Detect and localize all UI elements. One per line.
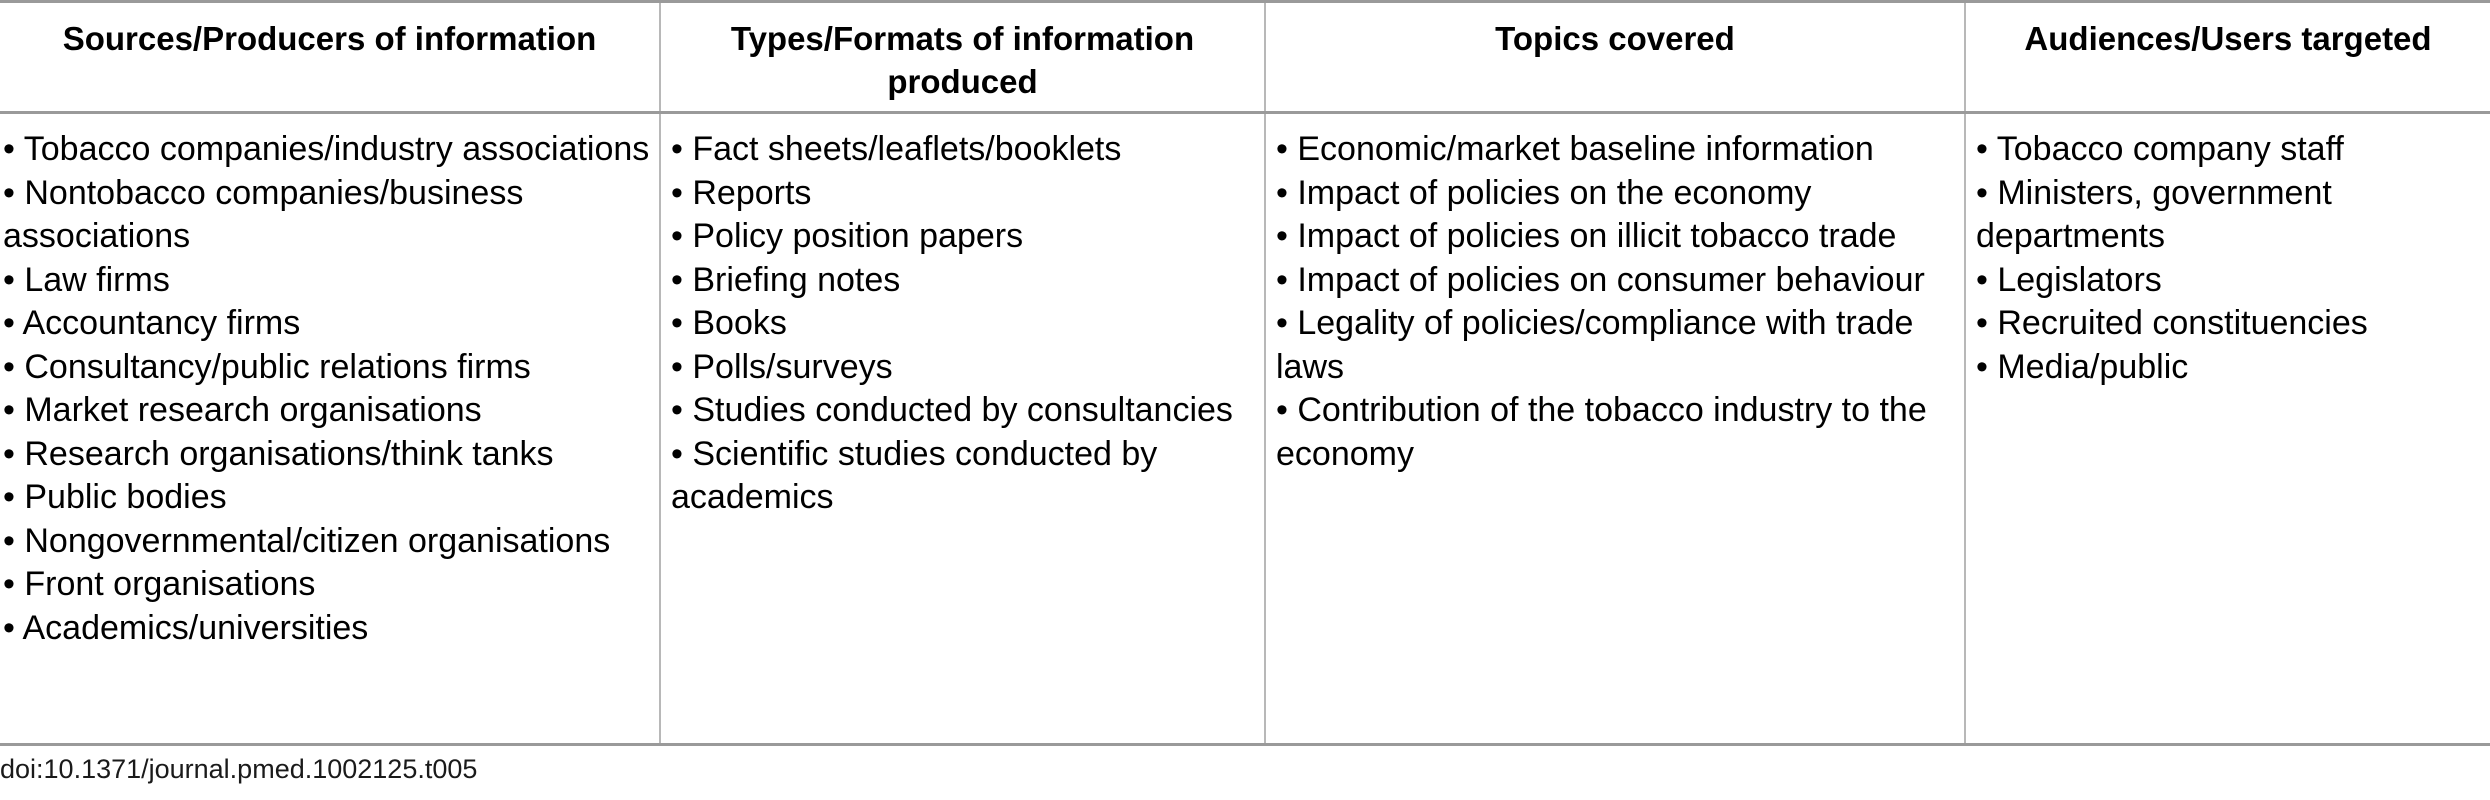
list-item	[3, 128, 651, 172]
list-item-text: Fact sheets/leaflets/booklets	[692, 130, 1122, 168]
list-item-text: Studies conducted by consultancies	[692, 391, 1233, 429]
topics-list	[1276, 128, 1956, 476]
list-item	[3, 476, 651, 520]
bullet-icon: •	[1976, 260, 1988, 299]
column-header-sources: Sources/Producers of information	[0, 2, 660, 113]
bullet-icon: •	[1276, 217, 1288, 255]
body-row	[0, 113, 2490, 745]
bullet-icon: •	[3, 304, 15, 342]
header-row	[0, 2, 2490, 113]
list-item	[1276, 172, 1956, 216]
list-item	[3, 172, 651, 259]
bullet-icon: •	[3, 521, 15, 560]
bullet-icon: •	[671, 173, 683, 212]
bullet-icon: •	[671, 391, 683, 429]
bullet-icon: •	[671, 304, 683, 342]
bullet-icon: •	[1276, 260, 1288, 299]
list-item	[1976, 346, 2482, 390]
list-item	[3, 346, 651, 390]
list-item-text: Books	[692, 304, 787, 342]
bullet-icon: •	[3, 260, 15, 299]
list-item-text: Media/public	[1997, 347, 2189, 386]
list-item-text: Economic/market baseline information	[1297, 130, 1874, 168]
types-list	[671, 128, 1256, 520]
list-item	[671, 433, 1256, 520]
bullet-icon: •	[671, 260, 683, 299]
bullet-icon: •	[671, 217, 683, 255]
bullet-icon: •	[3, 434, 15, 473]
cell-types	[660, 113, 1265, 745]
list-item-text: Law firms	[24, 260, 170, 299]
column-header-audiences: Audiences/Users targeted	[1965, 2, 2490, 113]
list-item	[1976, 128, 2482, 172]
bullet-icon: •	[3, 347, 15, 386]
bullet-icon: •	[671, 434, 683, 473]
list-item-text: Academics/universities	[22, 608, 369, 647]
bullet-icon: •	[3, 130, 15, 168]
list-item	[3, 433, 651, 477]
list-item-text: Tobacco company staff	[1996, 130, 2344, 168]
list-item-text: Research organisations/think tanks	[24, 434, 554, 473]
column-header-types: Types/Formats of information produced	[660, 2, 1265, 113]
bullet-icon: •	[1276, 130, 1288, 168]
list-item	[3, 259, 651, 303]
list-item-text: Ministers, government departments	[1976, 173, 2332, 255]
list-item-text: Impact of policies on illicit tobacco trade	[1297, 217, 1897, 255]
bullet-icon: •	[3, 391, 15, 429]
list-item-text: Nontobacco companies/business associations	[3, 173, 524, 255]
bullet-icon: •	[3, 478, 15, 516]
list-item	[1976, 302, 2482, 346]
list-item	[3, 563, 651, 607]
list-item	[1276, 215, 1956, 259]
bullet-icon: •	[1976, 347, 1988, 386]
bullet-icon: •	[3, 173, 15, 212]
list-item-text: Reports	[692, 173, 812, 212]
cell-audiences	[1965, 113, 2490, 745]
list-item-text: Front organisations	[24, 565, 316, 603]
list-item-text: Legality of policies/compliance with trade laws	[1276, 304, 1914, 386]
list-item-text: Impact of policies on the economy	[1297, 173, 1812, 212]
list-item	[671, 128, 1256, 172]
list-item-text: Briefing notes	[692, 260, 901, 299]
list-item	[3, 302, 651, 346]
column-header-topics: Topics covered	[1265, 2, 1965, 113]
list-item	[1276, 259, 1956, 303]
list-item-text: Impact of policies on consumer behaviour	[1297, 260, 1925, 299]
list-item-text: Legislators	[1997, 260, 2162, 299]
list-item-text: Consultancy/public relations firms	[24, 347, 531, 386]
list-item-text: Contribution of the tobacco industry to the economy	[1276, 391, 1927, 473]
list-item-text: Polls/surveys	[692, 347, 893, 386]
doi-caption: doi:10.1371/journal.pmed.1002125.t005	[0, 754, 478, 784]
list-item-text: Scientific studies conducted by academics	[671, 434, 1158, 516]
list-item	[671, 346, 1256, 390]
bullet-icon: •	[1976, 173, 1988, 212]
list-item	[3, 520, 651, 564]
bullet-icon: •	[1276, 391, 1288, 429]
bullet-icon: •	[3, 608, 15, 647]
list-item	[1976, 172, 2482, 259]
list-item-text: Public bodies	[24, 478, 227, 516]
cell-topics	[1265, 113, 1965, 745]
sources-list	[3, 128, 651, 650]
list-item	[671, 302, 1256, 346]
list-item	[671, 215, 1256, 259]
list-item	[671, 389, 1256, 433]
list-item-text: Market research organisations	[24, 391, 482, 429]
list-item-text: Tobacco companies/industry associations	[23, 130, 650, 168]
cell-sources	[0, 113, 660, 745]
bullet-icon: •	[1976, 304, 1988, 342]
list-item	[1276, 128, 1956, 172]
bullet-icon: •	[3, 565, 15, 603]
list-item	[1276, 389, 1956, 476]
list-item	[671, 172, 1256, 216]
bullet-icon: •	[1976, 130, 1988, 168]
audiences-list	[1976, 128, 2482, 389]
bullet-icon: •	[671, 130, 683, 168]
list-item-text: Nongovernmental/citizen organisations	[24, 521, 611, 560]
list-item-text: Policy position papers	[692, 217, 1024, 255]
bullet-icon: •	[1276, 304, 1288, 342]
list-item	[1276, 302, 1956, 389]
bullet-icon: •	[1276, 173, 1288, 212]
list-item-text: Recruited constituencies	[1997, 304, 2368, 342]
bullet-icon: •	[671, 347, 683, 386]
list-item-text: Accountancy firms	[22, 304, 301, 342]
list-item	[1976, 259, 2482, 303]
list-item	[3, 389, 651, 433]
list-item	[671, 259, 1256, 303]
list-item	[3, 607, 651, 651]
